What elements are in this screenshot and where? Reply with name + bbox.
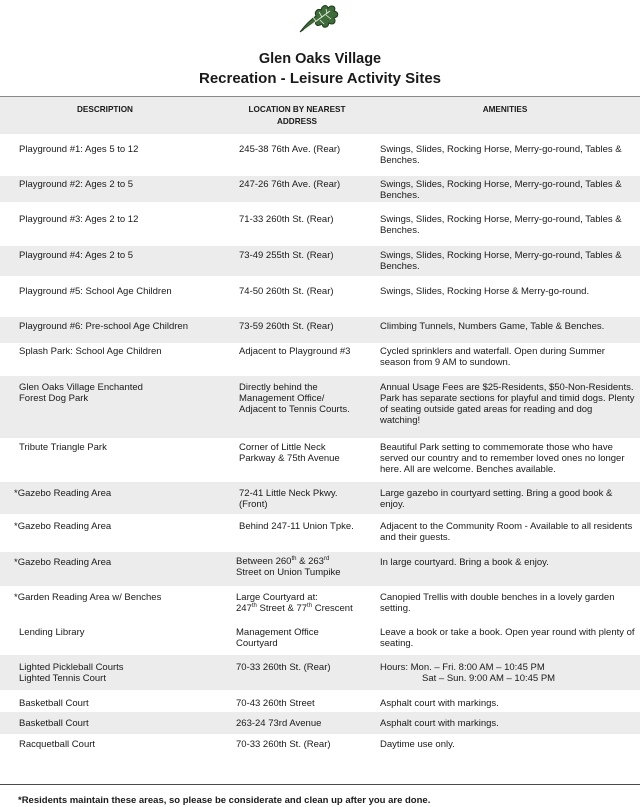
row-11-location: Behind 247-11 Union Tpke. bbox=[239, 521, 354, 532]
row-12-location-line1-b: & 263 bbox=[296, 556, 324, 567]
column-header-description: DESCRIPTION bbox=[77, 105, 133, 114]
page-title-line2: Recreation - Leisure Activity Sites bbox=[198, 70, 442, 87]
row-13-description: *Garden Reading Area w/ Benches bbox=[14, 592, 162, 603]
row-10-location-line1: 72-41 Little Neck Pkwy. bbox=[239, 488, 338, 499]
row-18-location: 70-33 260th St. (Rear) bbox=[236, 739, 331, 750]
row-1-location: 245-38 76th Ave. (Rear) bbox=[239, 144, 341, 155]
row-18-description: Racquetball Court bbox=[19, 739, 96, 750]
row-8-location-line3: Adjacent to Tennis Courts. bbox=[239, 404, 350, 415]
column-header-location bbox=[222, 104, 372, 128]
row-11-description: *Gazebo Reading Area bbox=[14, 521, 112, 532]
row-13-location-line2-b: Street & 77 bbox=[256, 603, 308, 614]
row-2-amenities: Swings, Slides, Rocking Horse, Merry-go-round, Tables & Benches. bbox=[380, 179, 622, 201]
row-12-location bbox=[236, 556, 371, 578]
row-6-amenities: Climbing Tunnels, Numbers Game, Table & Benches. bbox=[380, 321, 605, 332]
hours-weekday: Hours: Mon. – Fri. 8:00 AM – 10:45 PM bbox=[380, 662, 545, 673]
row-14-location bbox=[236, 627, 371, 649]
row-15-description-line2: Lighted Tennis Court bbox=[19, 673, 106, 684]
row-8-description bbox=[19, 382, 229, 404]
row-8-location-line1: Directly behind the bbox=[239, 382, 318, 393]
hours-weekend: Sat – Sun. 9:00 AM – 10:45 PM bbox=[422, 673, 556, 684]
row-4-description: Playground #4: Ages 2 to 5 bbox=[19, 250, 134, 261]
row-13-location-line2-c: Crescent bbox=[312, 603, 353, 614]
row-9-amenities: Beautiful Park setting to commemorate those who have served our country and to remember loved ones no longer here. All are welcome. Benches available. bbox=[380, 442, 625, 475]
row-5-description: Playground #5: School Age Children bbox=[19, 286, 172, 297]
row-8-description-line1: Glen Oaks Village Enchanted bbox=[19, 382, 143, 393]
row-15-description bbox=[19, 662, 229, 684]
row-15-hours bbox=[380, 662, 635, 684]
row-10-location bbox=[239, 488, 374, 510]
row-1-amenities: Swings, Slides, Rocking Horse, Merry-go-round, Tables & Benches. bbox=[380, 144, 622, 166]
row-12-location-line2: Street on Union Tumpike bbox=[236, 567, 341, 578]
row-13-amenities: Canopied Trellis with double benches in a lovely garden setting. bbox=[380, 592, 615, 614]
row-12-description: *Gazebo Reading Area bbox=[14, 557, 112, 568]
row-2-location: 247-26 76th Ave. (Rear) bbox=[239, 179, 341, 190]
row-10-description: *Gazebo Reading Area bbox=[14, 488, 112, 499]
row-16-location: 70-43 260th Street bbox=[236, 698, 315, 709]
row-10-location-line2: (Front) bbox=[239, 499, 268, 510]
row-15-location: 70-33 260th St. (Rear) bbox=[236, 662, 331, 673]
row-13-location-sup1: th bbox=[251, 602, 257, 609]
row-11-amenities: Adjacent to the Community Room - Available to all residents and their guests. bbox=[380, 521, 633, 543]
row-15-description-line1: Lighted Pickleball Courts bbox=[19, 662, 124, 673]
oak-leaf-logo-icon bbox=[296, 2, 342, 36]
row-13-location bbox=[236, 592, 371, 614]
row-14-description: Lending Library bbox=[19, 627, 85, 638]
column-header-location-line2: ADDRESS bbox=[276, 117, 318, 126]
row-1-description: Playground #1: Ages 5 to 12 bbox=[19, 144, 139, 155]
row-8-amenities: Annual Usage Fees are $25-Residents, $50-Non-Residents. Park has separate sections for playful and timid dogs. Plenty of seating outside gated areas for reading and dog watching! bbox=[380, 382, 635, 426]
row-8-location bbox=[239, 382, 374, 415]
row-12-location-line1-a: Between 260 bbox=[236, 556, 292, 567]
row-16-amenities: Asphalt court with markings. bbox=[380, 698, 499, 709]
row-12-location-line1 bbox=[236, 556, 371, 567]
row-17-amenities: Asphalt court with markings. bbox=[380, 718, 499, 729]
row-14-location-line1: Management Office bbox=[236, 627, 319, 638]
row-13-location-line2 bbox=[236, 603, 371, 614]
row-3-amenities: Swings, Slides, Rocking Horse, Merry-go-round, Tables & Benches. bbox=[380, 214, 622, 236]
footer-divider bbox=[0, 784, 640, 785]
row-14-location-line2: Courtyard bbox=[236, 638, 278, 649]
row-12-location-sup2: rd bbox=[323, 555, 330, 562]
row-13-location-sup2: th bbox=[307, 602, 313, 609]
row-16-description: Basketball Court bbox=[19, 698, 89, 709]
row-17-location: 263-24 73rd Avenue bbox=[236, 718, 322, 729]
row-5-location: 74-50 260th St. (Rear) bbox=[239, 286, 334, 297]
row-7-amenities: Cycled sprinklers and waterfall. Open during Summer season from 9 AM to sundown. bbox=[380, 346, 605, 368]
row-2-description: Playground #2: Ages 2 to 5 bbox=[19, 179, 134, 190]
row-7-description: Splash Park: School Age Children bbox=[19, 346, 162, 357]
footer-note: *Residents maintain these areas, so please be considerate and clean up after you are done. bbox=[18, 795, 431, 806]
row-14-amenities: Leave a book or take a book. Open year round with plenty of seating. bbox=[380, 627, 635, 649]
row-9-description: Tribute Triangle Park bbox=[19, 442, 107, 453]
row-12-location-sup1: th bbox=[291, 555, 297, 562]
row-13-location-line1: Large Courtyard at: bbox=[236, 592, 318, 603]
row-3-description: Playground #3: Ages 2 to 12 bbox=[19, 214, 139, 225]
row-8-description-line2: Forest Dog Park bbox=[19, 393, 89, 404]
row-8-location-line2: Management Office/ bbox=[239, 393, 325, 404]
row-3-location: 71-33 260th St. (Rear) bbox=[239, 214, 334, 225]
row-4-amenities: Swings, Slides, Rocking Horse, Merry-go-round, Tables & Benches. bbox=[380, 250, 622, 272]
row-9-location-line2: Parkway & 75th Avenue bbox=[239, 453, 340, 464]
row-18-amenities: Daytime use only. bbox=[380, 739, 455, 750]
row-6-description: Playground #6: Pre-school Age Children bbox=[19, 321, 188, 332]
row-5-amenities: Swings, Slides, Rocking Horse & Merry-go-round. bbox=[380, 286, 590, 297]
row-7-location: Adjacent to Playground #3 bbox=[239, 346, 351, 357]
row-10-amenities: Large gazebo in courtyard setting. Bring a good book & enjoy. bbox=[380, 488, 613, 510]
row-12-amenities: In large courtyard. Bring a book & enjoy. bbox=[380, 557, 549, 568]
row-4-location: 73-49 255th St. (Rear) bbox=[239, 250, 334, 261]
page-title-line1: Glen Oaks Village bbox=[258, 51, 382, 67]
row-6-location: 73-59 260th St. (Rear) bbox=[239, 321, 334, 332]
row-9-location-line1: Corner of Little Neck bbox=[239, 442, 326, 453]
row-13-location-line2-a: 247 bbox=[236, 603, 252, 614]
row-9-location bbox=[239, 442, 374, 464]
column-header-amenities: AMENITIES bbox=[482, 105, 528, 114]
row-17-description: Basketball Court bbox=[19, 718, 89, 729]
column-header-location-line1: LOCATION BY NEAREST bbox=[248, 105, 346, 114]
